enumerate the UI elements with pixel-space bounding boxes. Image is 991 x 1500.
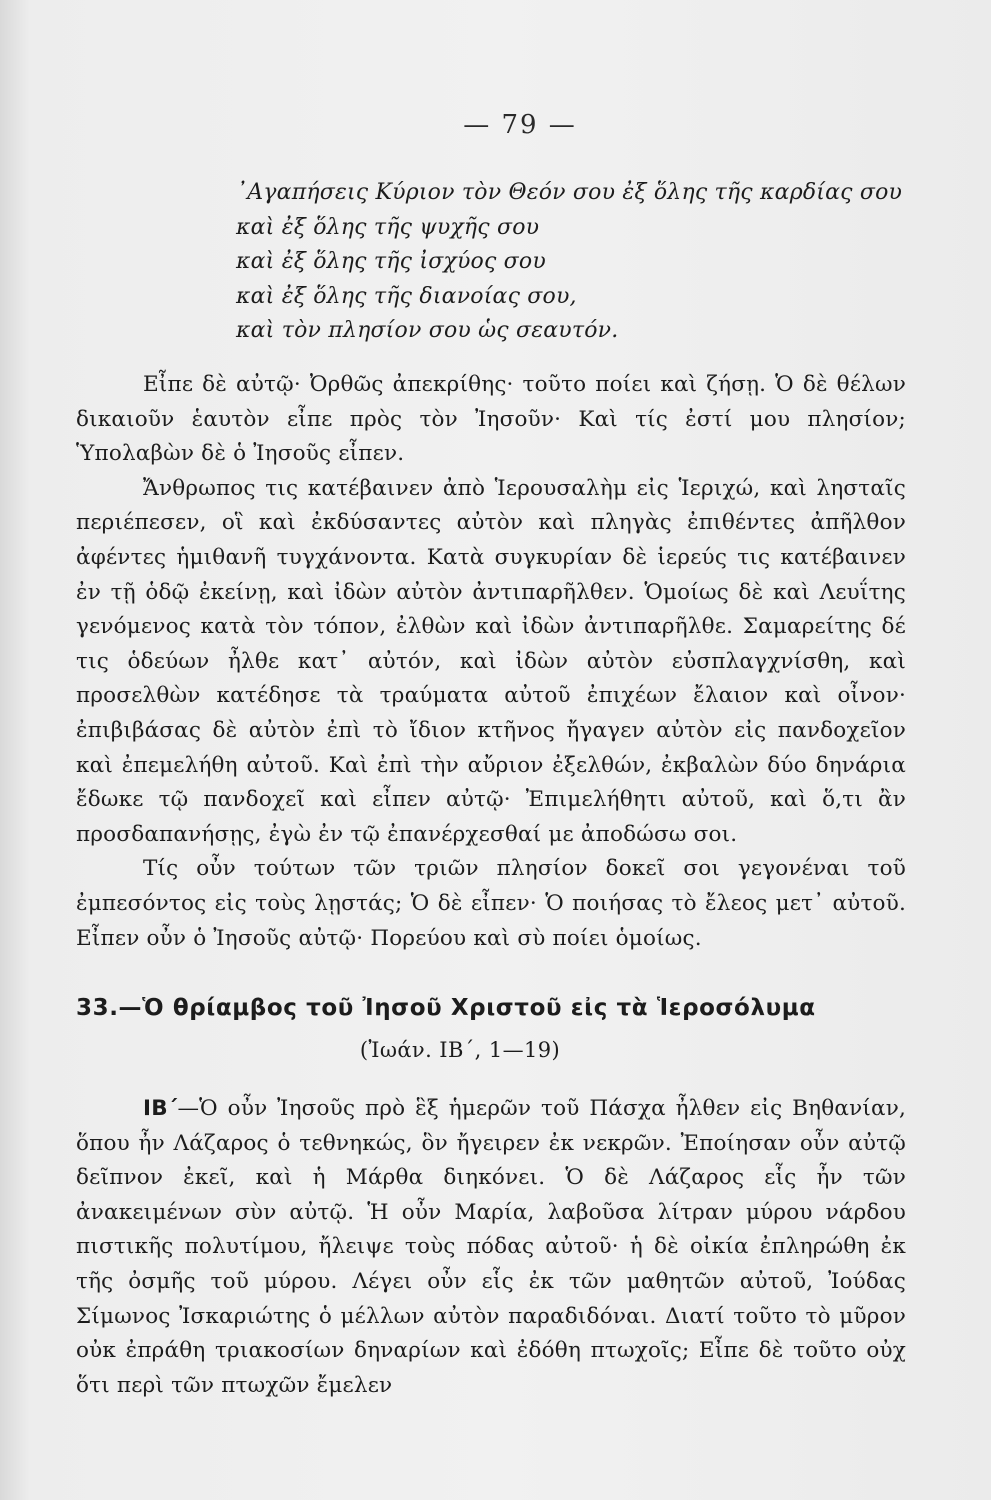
section-heading: 33.—Ὁ θρίαμβος τοῦ Ἰησοῦ Χριστοῦ εἰς τὰ Ἱεροσόλυμα	[76, 995, 816, 1021]
section-reference: (Ἰωάν. ΙΒ΄, 1—19)	[359, 1038, 561, 1062]
paragraph: Ἄνθρωπος τις κατέβαινεν ἀπὸ Ἱερουσαλὴμ εἰς Ἱεριχώ, καὶ λησταῖς περιέπεσεν, οἳ καὶ ἐκδύσαντες αὐτὸν καὶ πληγὰς ἐπιθέντες ἀπῆλθον ἀφέντες ἡμιθανῆ τυγχάνοντα. Κατὰ συγκυρίαν δὲ ἱερεύς τις κατέβαινεν ἐν τῇ ὁδῷ ἐκείνῃ, καὶ ἰδὼν αὐτὸν ἀντιπαρῆλθεν. Ὁμοίως δὲ καὶ Λευΐτης γενόμενος κατὰ τὸν τόπον, ἐλθὼν καὶ ἰδὼν ἀντιπαρῆλθε. Σαμαρείτης δέ τις ὁδεύων ἦλθε κατ᾿ αὐτόν, καὶ ἰδὼν αὐτὸν εὐσπλαγχνίσθη, καὶ προσελθὼν κατέδησε τὰ τραύματα αὐτοῦ ἐπιχέων ἔλαιον καὶ οἶνον· ἐπιβιβάσας δὲ αὐτὸν ἐπὶ τὸ ἴδιον κτῆνος ἤγαγεν αὐτὸν εἰς πανδοχεῖον καὶ ἐπεμελήθη αὐτοῦ. Καὶ ἐπὶ τὴν αὔριον ἐξελθών, ἐκβαλὼν δύο δηνάρια ἔδωκε τῷ πανδοχεῖ καὶ εἶπεν αὐτῷ· Ἐπιμελήθητι αὐτοῦ, καὶ ὅ,τι ἂν προσδαπανήσῃς, ἐγὼ ἐν τῷ ἐπανέρχεσθαί με ἀποδώσω σοι.	[76, 475, 906, 847]
paragraph: Τίς οὖν τούτων τῶν τριῶν πλησίον δοκεῖ σοι γεγονέναι τοῦ ἐμπεσόντος εἰς τοὺς λῃστάς; Ὁ δὲ εἶπεν· Ὁ ποιήσας τὸ ἔλεος μετ᾿ αὐτοῦ. Εἶπεν οὖν ὁ Ἰησοῦς αὐτῷ· Πορεύου καὶ σὺ ποίει ὁμοίως.	[76, 856, 906, 951]
paragraph: Εἶπε δὲ αὐτῷ· Ὀρθῶς ἀπεκρίθης· τοῦτο ποίει καὶ ζήσῃ. Ὁ δὲ θέλων δικαιοῦν ἑαυτὸν εἶπε πρὸς τὸν Ἰησοῦν· Καὶ τίς ἐστί μου πλησίον; Ὑπολαβὼν δὲ ὁ Ἰησοῦς εἶπεν.	[76, 372, 906, 467]
body-text-lower	[76, 1092, 906, 1403]
chapter-text: —Ὁ οὖν Ἰησοῦς πρὸ ἓξ ἡμερῶν τοῦ Πάσχα ἦλθεν εἰς Βηθανίαν, ὅπου ἦν Λάζαρος ὁ τεθνηκώς, ὃν ἤγειρεν ἐκ νεκρῶν. Ἐποίησαν οὖν αὐτῷ δεῖπνον ἐκεῖ, καὶ ἡ Μάρθα διηκόνει. Ὁ δὲ Λάζαρος εἷς ἦν τῶν ἀνακειμένων σὺν αὐτῷ. Ἡ οὖν Μαρία, λαβοῦσα λίτραν μύρου νάρδου πιστικῆς πολυτίμου, ἤλειψε τοὺς πόδας αὐτοῦ· ἡ δὲ οἰκία ἐπληρώθη ἐκ τῆς ὀσμῆς τοῦ μύρου. Λέγει οὖν εἷς ἐκ τῶν μαθητῶν αὐτοῦ, Ἰούδας Σίμωνος Ἰσκαριώτης ὁ μέλλων αὐτὸν παραδιδόναι. Διατί τοῦτο τὸ μῦρον οὐκ ἐπράθη τριακοσίων δηναρίων καὶ ἐδόθη πτωχοῖς; Εἶπε δὲ τοῦτο οὐχ ὅτι περὶ τῶν πτωχῶν ἔμελεν	[76, 1096, 906, 1398]
verse-line: ᾿Αγαπήσεις Κύριον τὸν Θεόν σου ἐξ ὅλης τῆς καρδίας σου	[236, 180, 903, 205]
chapter-paragraph	[76, 1092, 906, 1403]
verse-line: καὶ ἐξ ὅλης τῆς διανοίας σου,	[236, 283, 577, 309]
page-number: — 79 —	[463, 110, 577, 140]
verse-line: καὶ τὸν πλησίον σου ὡς σεαυτόν.	[236, 318, 619, 343]
body-text-upper	[76, 368, 906, 956]
verse-line: καὶ ἐξ ὅλης τῆς ψυχῆς σου	[236, 214, 540, 240]
verse-line: καὶ ἐξ ὅλης τῆς ἰσχύος σου	[236, 249, 546, 274]
chapter-number: ΙΒ΄	[143, 1096, 178, 1121]
verse-block	[236, 176, 903, 349]
